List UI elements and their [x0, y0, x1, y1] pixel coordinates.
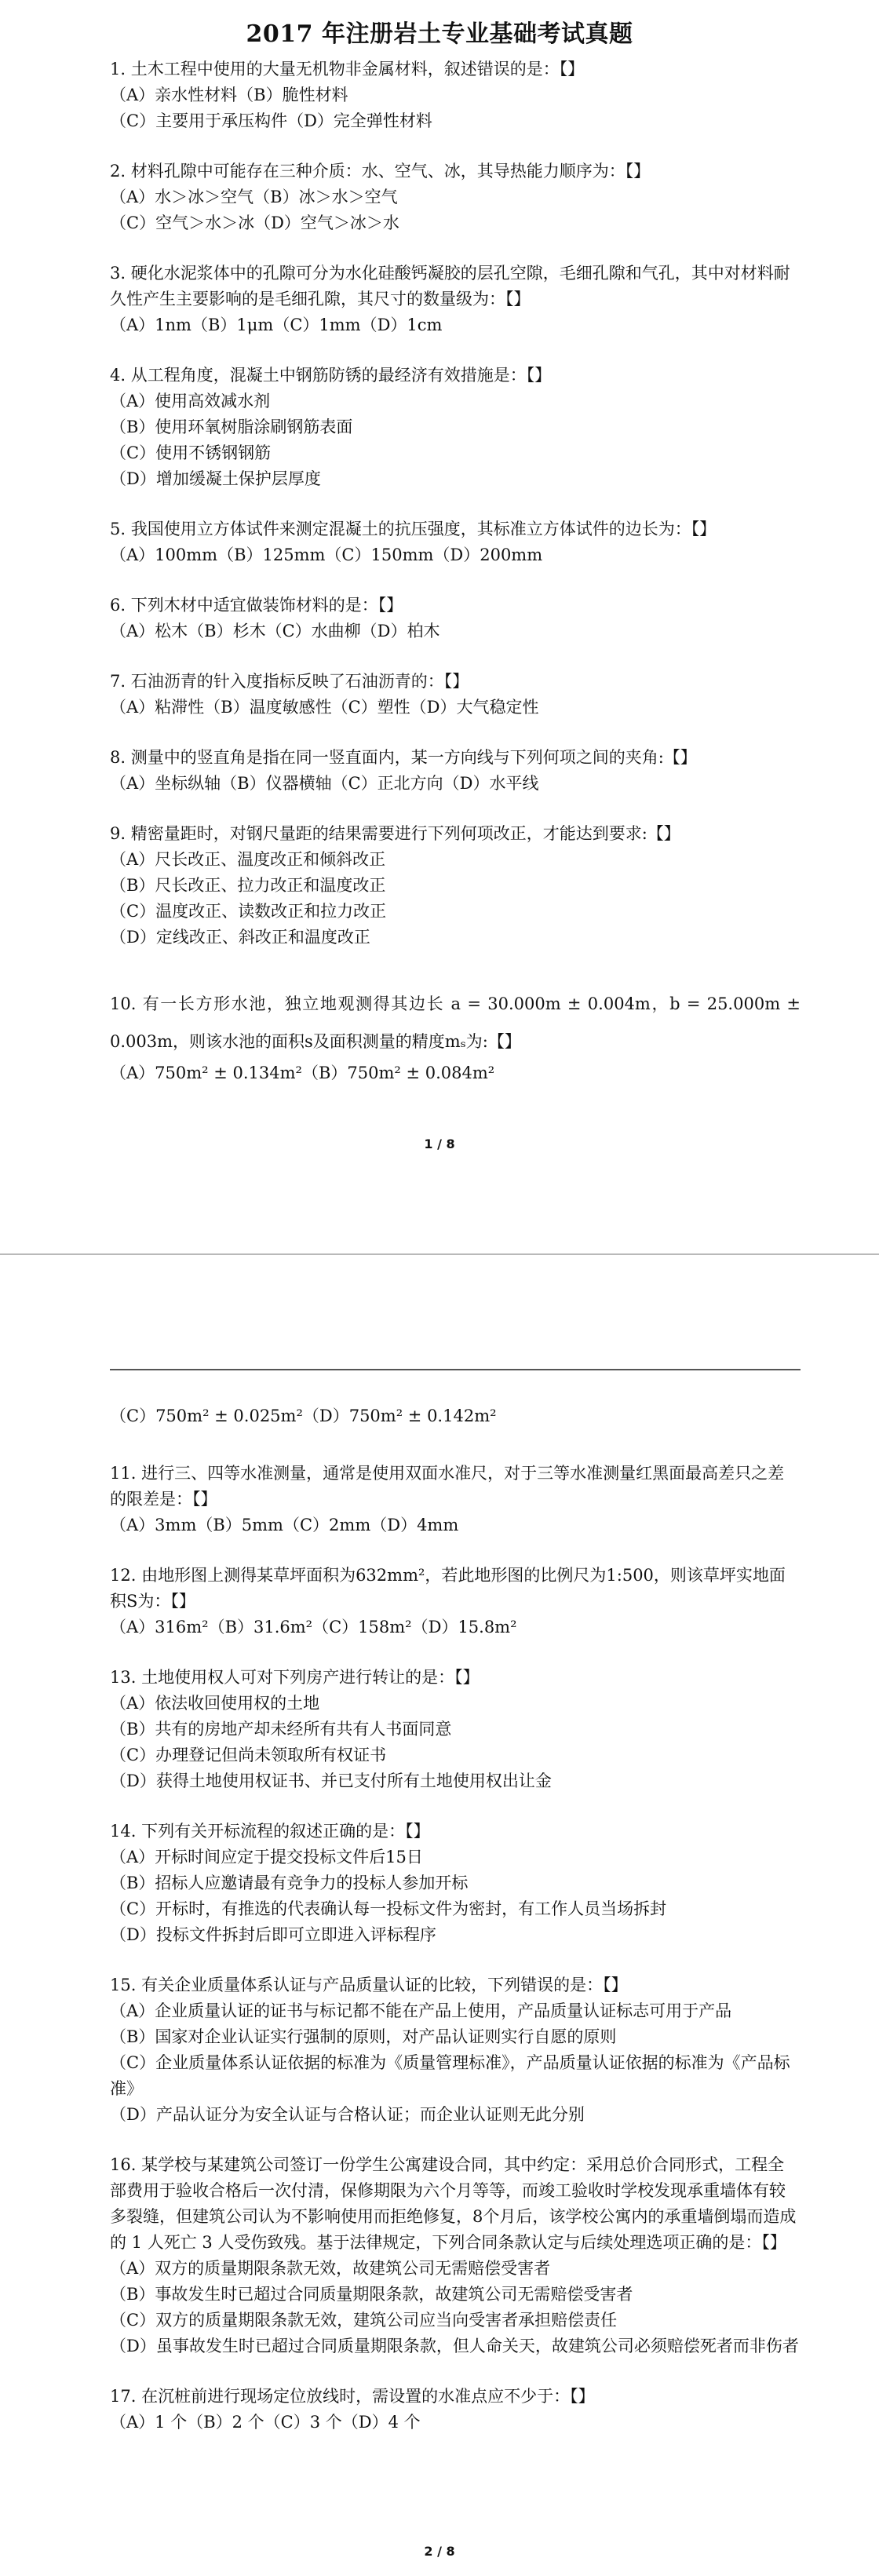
question-option: （B）使用环氧树脂涂刷钢筋表面	[110, 418, 353, 436]
question-stem: 13. 土地使用权人可对下列房产进行转让的是：【】	[110, 1668, 480, 1687]
question-option: （A）坐标纵轴（B）仪器横轴（C）正北方向（D）水平线	[110, 774, 539, 793]
question-stem: 12. 由地形图上测得某草坪面积为632mm²，若此地形图的比例尺为1:500，则该草坪实地面积S为：【】	[110, 1566, 786, 1611]
page-1-content	[0, 57, 879, 1086]
question-option: （C）空气＞水＞冰（D）空气＞冰＞水	[110, 213, 399, 232]
question-option: （D）投标文件拆封后即可立即进入评标程序	[110, 1925, 436, 1944]
question-5	[110, 516, 801, 568]
question-15	[110, 1972, 801, 2128]
question-12	[110, 1563, 801, 1640]
question-1	[110, 57, 801, 134]
question-14	[110, 1819, 801, 1948]
question-option: （C）办理登记但尚未领取所有权证书	[110, 1746, 387, 1764]
question-option: （A）粘滞性（B）温度敏感性（C）塑性（D）大气稳定性	[110, 698, 539, 717]
question-option: （B）共有的房地产却未经所有共有人书面同意	[110, 1720, 452, 1739]
question-stem: 16. 某学校与某建筑公司签订一份学生公寓建设合同，其中约定：采用总价合同形式，工程全部费用于验收合格后一次付清，保修期限为六个月等等，而竣工验收时学校发现承重墙体有较多裂缝，但建筑公司认为不影响使用而拒绝修复，8个月后，该学校公寓内的承重墙倒塌而造成的 1 人死亡 3 人受伤致残。基于法律规定，下列合同条款认定与后续处理选项正确的是：【】	[110, 2155, 797, 2252]
question-9	[110, 821, 801, 950]
question-option: （B）招标人应邀请最有竞争力的投标人参加开标	[110, 1874, 469, 1892]
question-stem: 6. 下列木材中适宜做装饰材料的是：【】	[110, 596, 403, 615]
question-4	[110, 363, 801, 492]
page-2-content	[0, 1403, 879, 2460]
question-option: （A）亲水性材料（B）脆性材料	[110, 86, 348, 104]
question-8	[110, 745, 801, 797]
question-stem: 2. 材料孔隙中可能存在三种介质：水、空气、冰，其导热能力顺序为：【】	[110, 162, 651, 181]
question-option: （C）企业质量体系认证依据的标准为《质量管理标准》，产品质量认证依据的标准为《产品标准》	[110, 2053, 790, 2098]
question-option: （D）增加缓凝土保护层厚度	[110, 469, 321, 488]
question-stem: 10. 有一长方形水池，独立地观测得其边长 a = 30.000m ± 0.004m，b = 25.000m ± 0.003m，则该水池的面积s及面积测量的精度mₛ为:【】	[110, 994, 801, 1051]
question-16	[110, 2152, 801, 2359]
question-stem: 8. 测量中的竖直角是指在同一竖直面内，某一方向线与下列何项之间的夹角:【】	[110, 748, 697, 767]
question-option: （A）企业质量认证的证书与标记都不能在产品上使用，产品质量认证标志可用于产品	[110, 2001, 732, 2020]
question-option: （A）水＞冰＞空气（B）冰＞水＞空气	[110, 188, 398, 206]
header-rule	[110, 1369, 801, 1370]
page-1	[0, 0, 879, 1209]
question-3	[110, 261, 801, 338]
question-stem: 17. 在沉桩前进行现场定位放线时，需设置的水准点应不少于：【】	[110, 2387, 595, 2406]
continued-option: （C）750m² ± 0.025m²（D）750m² ± 0.142m²	[110, 1407, 497, 1425]
question-10	[110, 985, 801, 1086]
question-17	[110, 2384, 801, 2436]
question-stem: 14. 下列有关开标流程的叙述正确的是：【】	[110, 1822, 430, 1841]
question-option: （A）1nm（B）1μm（C）1mm（D）1cm	[110, 316, 443, 334]
question-option: （A）316m²（B）31.6m²（C）158m²（D）15.8m²	[110, 1618, 517, 1636]
question-option: （D）产品认证分为安全认证与合格认证；而企业认证则无此分别	[110, 2105, 585, 2124]
question-option: （D）定线改正、斜改正和温度改正	[110, 928, 370, 947]
question-option: （A）3mm（B）5mm（C）2mm（D）4mm	[110, 1516, 459, 1534]
question-stem: 4. 从工程角度，混凝土中钢筋防锈的最经济有效措施是：【】	[110, 366, 552, 385]
question-stem: 9. 精密量距时，对钢尺量距的结果需要进行下列何项改正，才能达到要求:【】	[110, 824, 680, 843]
question-option: （C）双方的质量期限条款无效，建筑公司应当向受害者承担赔偿责任	[110, 2311, 618, 2330]
question-2	[110, 159, 801, 236]
question-option: （A）100mm（B）125mm（C）150mm（D）200mm	[110, 545, 543, 564]
question-13	[110, 1665, 801, 1794]
question-option: （A）依法收回使用权的土地	[110, 1694, 320, 1713]
question-stem: 7. 石油沥青的针入度指标反映了石油沥青的：【】	[110, 672, 469, 691]
question-option: （A）双方的质量期限条款无效，故建筑公司无需赔偿受害者	[110, 2259, 551, 2278]
question-stem: 15. 有关企业质量体系认证与产品质量认证的比较，下列错误的是：【】	[110, 1976, 628, 1994]
question-option: （A）松木（B）杉木（C）水曲柳（D）柏木	[110, 622, 440, 640]
question-option: （B）国家对企业认证实行强制的原则，对产品认证则实行自愿的原则	[110, 2027, 617, 2046]
question-option: （D）获得土地使用权证书、并已支付所有土地使用权出让金	[110, 1771, 552, 1790]
question-option: （B）事故发生时已超过合同质量期限条款，故建筑公司无需赔偿受害者	[110, 2285, 633, 2304]
question-option: （A）750m² ± 0.134m²（B）750m² ± 0.084m²	[110, 1064, 495, 1082]
question-option: （D）虽事故发生时已超过合同质量期限条款，但人命关天，故建筑公司必须赔偿死者而非伤者	[110, 2337, 799, 2355]
question-stem: 11. 进行三、四等水准测量，通常是使用双面水准尺，对于三等水准测量红黑面最高差只之差的限差是：【】	[110, 1464, 785, 1509]
question-option: （A）使用高效减水剂	[110, 392, 271, 410]
page-2	[0, 1272, 879, 2576]
page-number: 2 / 8	[424, 2544, 455, 2559]
question-6	[110, 593, 801, 644]
question-option: （C）开标时，有推选的代表确认每一投标文件为密封，有工作人员当场拆封	[110, 1899, 667, 1918]
question-option: （C）使用不锈钢钢筋	[110, 443, 272, 462]
question-option: （C）温度改正、读数改正和拉力改正	[110, 902, 387, 921]
question-option: （B）尺长改正、拉力改正和温度改正	[110, 876, 386, 895]
page-number: 1 / 8	[424, 1137, 455, 1151]
question-option: （C）主要用于承压构件（D）完全弹性材料	[110, 111, 432, 130]
question-option: （A）开标时间应定于提交投标文件后15日	[110, 1848, 423, 1866]
question-stem: 1. 土木工程中使用的大量无机物非金属材料，叙述错误的是：【】	[110, 60, 585, 78]
page-separator	[0, 1253, 879, 1255]
question-option: （A）尺长改正、温度改正和倾斜改正	[110, 850, 386, 869]
question-stem: 5. 我国使用立方体试件来测定混凝土的抗压强度，其标准立方体试件的边长为：【】	[110, 520, 717, 538]
question-7	[110, 669, 801, 721]
page-title: 2017 年注册岩土专业基础考试真题	[246, 20, 633, 48]
question-stem: 3. 硬化水泥浆体中的孔隙可分为水化硅酸钙凝胶的层孔空隙，毛细孔隙和气孔，其中对材料耐久性产生主要影响的是毛细孔隙，其尺寸的数量级为：【】	[110, 264, 790, 308]
question-11	[110, 1461, 801, 1538]
question-option: （A）1 个（B）2 个（C）3 个（D）4 个	[110, 2413, 421, 2432]
